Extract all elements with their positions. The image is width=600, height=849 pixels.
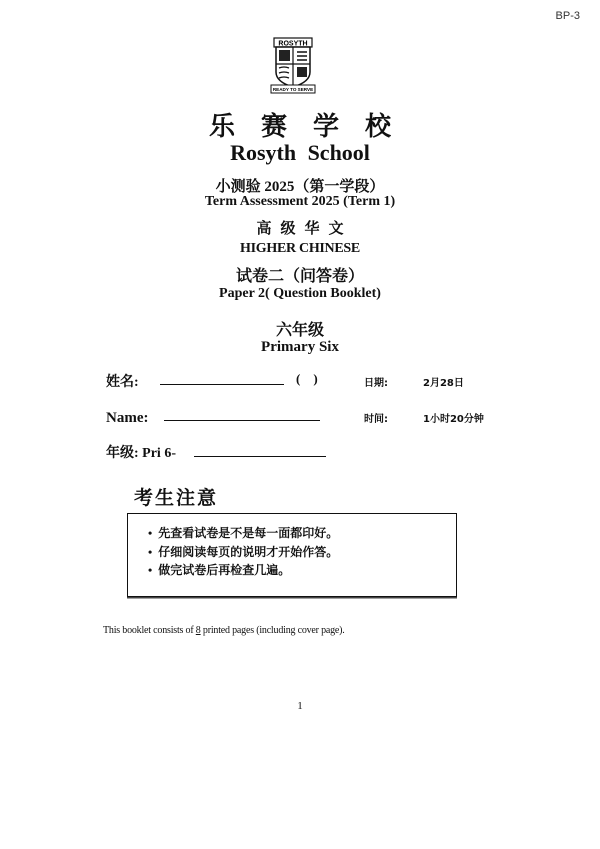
name-label-english: Name: — [106, 410, 149, 426]
booklet-pages-note — [103, 625, 345, 636]
page-code: BP-3 — [555, 10, 580, 22]
subject-chinese: 高级华文 — [256, 221, 353, 237]
booklet-note-suffix: printed pages (including cover page). — [200, 625, 345, 636]
school-name-english: Rosyth School — [230, 140, 370, 165]
page-number: 1 — [297, 700, 303, 712]
booklet-note-prefix: This booklet consists of — [103, 625, 196, 636]
subject-english: HIGHER CHINESE — [240, 241, 360, 256]
name-line-english[interactable] — [164, 420, 320, 421]
assessment-title-english: Term Assessment 2025 (Term 1) — [204, 194, 396, 209]
svg-text:READY TO SERVE: READY TO SERVE — [272, 87, 314, 93]
class-label: 年级: Pri 6- — [106, 446, 176, 461]
paper-title-chinese: 试卷二（问答卷） — [235, 268, 364, 285]
notice-item: • 先查看试卷是不是每一面都印好。 — [148, 523, 456, 544]
assessment-title-chinese: 小测验 2025（第一学段） — [215, 179, 385, 195]
register-number-brackets[interactable]: ( ) — [296, 371, 318, 386]
page-count: 8 — [195, 625, 201, 636]
class-line[interactable] — [194, 456, 326, 457]
notice-title: 考生注意 — [134, 488, 219, 509]
date-label: 日期: — [364, 378, 388, 389]
school-name-chinese: 乐赛学校 — [208, 112, 417, 141]
paper-title-english: Paper 2( Question Booklet) — [219, 286, 381, 301]
level-chinese: 六年级 — [275, 322, 324, 339]
notice-list — [128, 514, 456, 581]
date-value: 2月28日 — [423, 378, 464, 389]
notice-item: • 仔细阅读每页的说明才开始作答。 — [148, 544, 456, 560]
notice-item: • 做完试卷后再检查几遍。 — [148, 560, 456, 581]
name-line-chinese[interactable] — [160, 384, 284, 385]
level-english: Primary Six — [261, 339, 339, 355]
time-value: 1小时20分钟 — [423, 414, 484, 425]
name-label-chinese: 姓名: — [106, 375, 139, 390]
time-label: 时间: — [364, 414, 388, 425]
svg-text:ROSYTH: ROSYTH — [278, 40, 308, 48]
notice-box — [127, 513, 457, 597]
school-crest-logo — [270, 36, 316, 94]
